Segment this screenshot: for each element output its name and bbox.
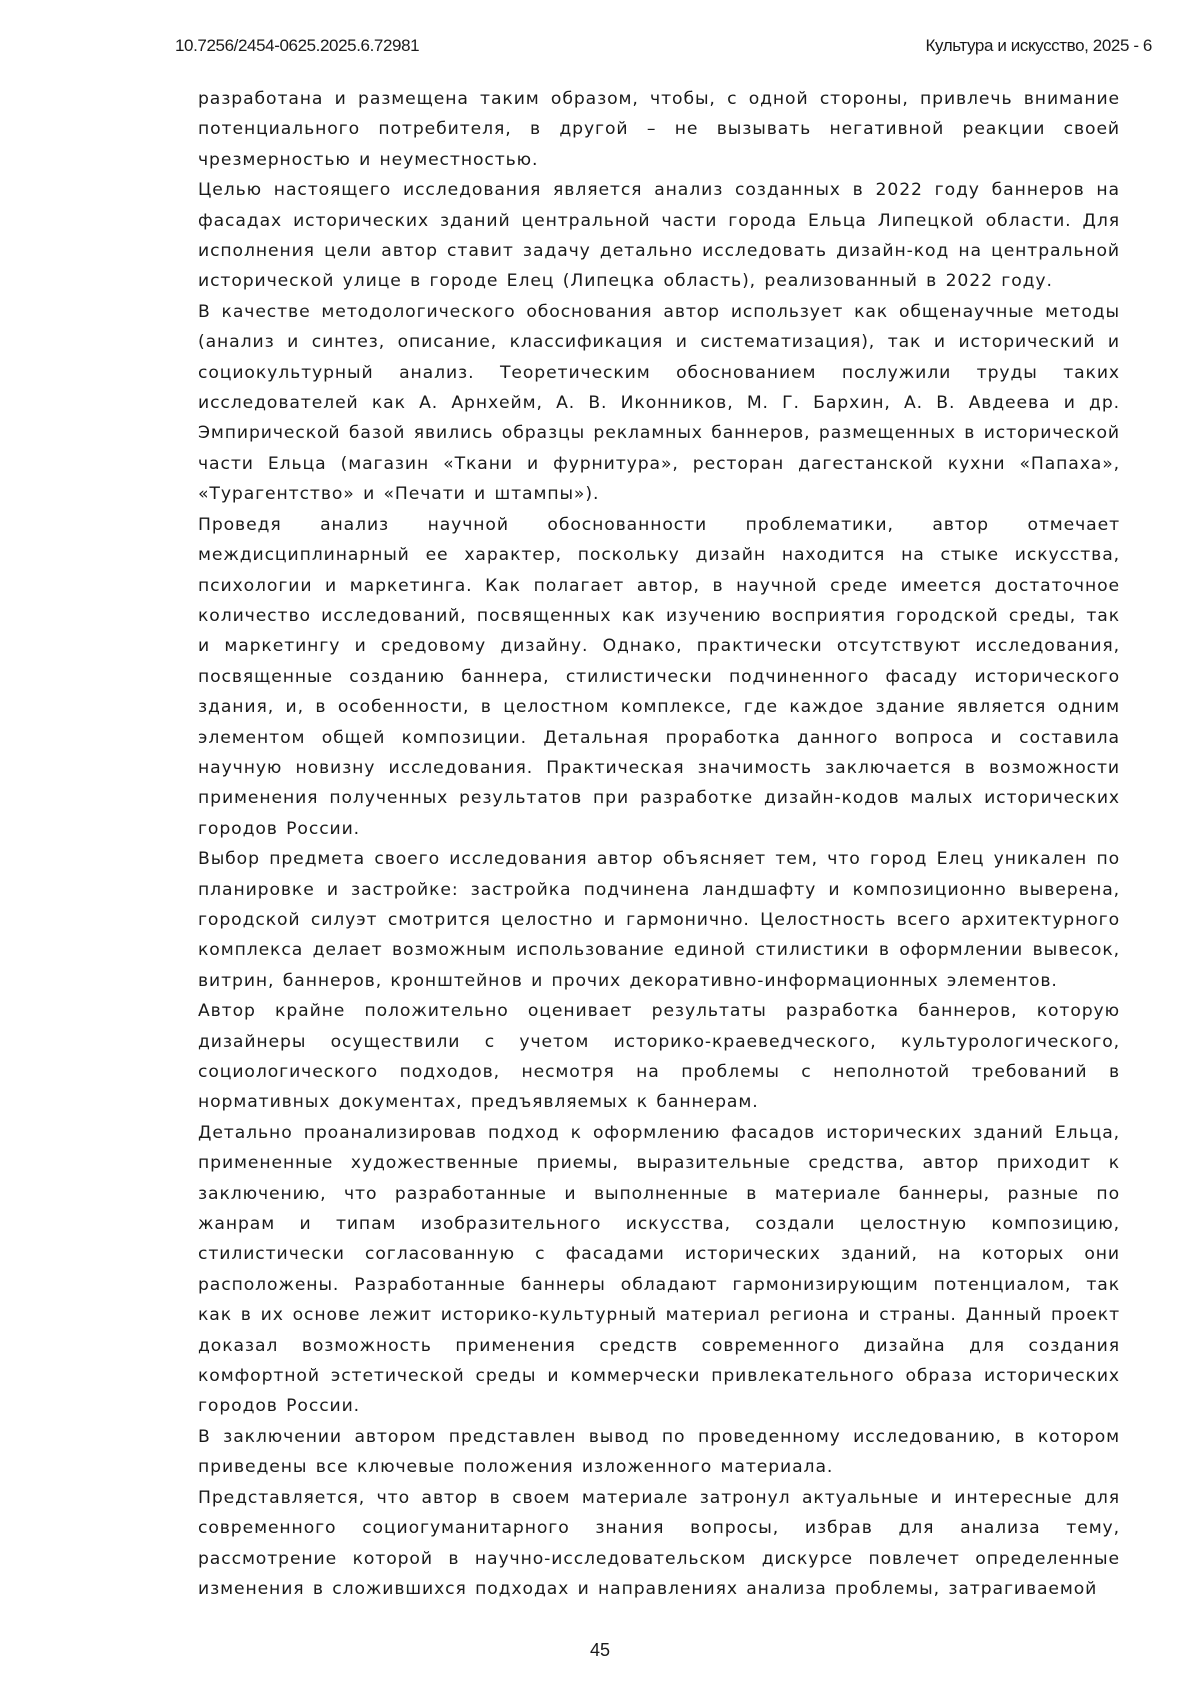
body-paragraph: В заключении автором представлен вывод по проведенному исследованию, в котором приведены все ключевые положения изложенного материала.	[198, 1426, 1120, 1478]
body-paragraph: Выбор предмета своего исследования автор объясняет тем, что город Елец уникален по планировке и застройке: застройка подчинена ландшафту и композиционно выверена, городской силуэт смотрится целостно и гармонично. Целостность всего архитектурного комплекса делает возможным использование единой стилистики в оформлении вывесок, витрин, баннеров, кронштейнов и прочих декоративно-информационных элементов.	[198, 849, 1120, 991]
body-paragraph: Автор крайне положительно оценивает результаты разработка баннеров, которую дизайнеры осуществили с учетом историко-краеведческого, культурологического, социологического подходов, несмотря на проблемы с неполнотой требований в нормативных документах, предъявляемых к баннерам.	[198, 1001, 1120, 1113]
body-paragraph: В качестве методологического обоснования автор использует как общенаучные методы (анализ и синтез, описание, классификация и систематизация), так и исторический и социокультурный анализ. Теоретическим обоснованием послужили труды таких исследователей как А. Арнхейм, А. В. Иконников, М. Г. Бархин, А. В. Авдеева и др. Эмпирической базой явились образцы рекламных баннеров, размещенных в исторической части Ельца (магазин «Ткани и фурнитура», ресторан дагестанской кухни «Папаха», «Турагентство» и «Печати и штампы»).	[198, 301, 1120, 505]
body-paragraph: Проведя анализ научной обоснованности проблематики, автор отмечает междисциплинарный ее характер, поскольку дизайн находится на стыке искусства, психологии и маркетинга. Как полагает автор, в научной среде имеется достаточное количество исследований, посвященных как изучению восприятия городской среды, так и маркетингу и средовому дизайну. Однако, практически отсутствуют исследования, посвященные созданию баннера, стилистически подчиненного фасаду исторического здания, и, в особенности, в целостном комплексе, где каждое здание является одним элементом общей композиции. Детальная проработка данного вопроса и составила научную новизну исследования. Практическая значимость заключается в возможности применения полученных результатов при разработке дизайн-кодов малых исторических городов России.	[198, 514, 1120, 839]
body-paragraph: разработана и размещена таким образом, чтобы, с одной стороны, привлечь внимание потенциального потребителя, в другой – не вызывать негативной реакции своей чрезмерностью и неуместностью.	[198, 89, 1120, 170]
page-number: 45	[589, 1640, 611, 1660]
article-body	[198, 84, 1120, 1604]
body-paragraph: Представляется, что автор в своем материале затронул актуальные и интересные для современного социогуманитарного знания вопросы, избрав для анализа тему, рассмотрение которой в научно-исследовательском дискурсе повлечет определенные изменения в сложившихся подходах и направлениях анализа проблемы, затрагиваемой	[198, 1487, 1120, 1599]
body-paragraph: Целью настоящего исследования является анализ созданных в 2022 году баннеров на фасадах исторических зданий центральной части города Ельца Липецкой области. Для исполнения цели автор ставит задачу детально исследовать дизайн-код на центральной исторической улице в городе Елец (Липецка область), реализованный в 2022 году.	[198, 180, 1120, 292]
journal-issue-label: Культура и искусство, 2025 - 6	[925, 36, 1152, 55]
running-header	[175, 36, 1152, 60]
doi-label: 10.7256/2454-0625.2025.6.72981	[175, 36, 420, 55]
body-paragraph: Детально проанализировав подход к оформлению фасадов исторических зданий Ельца, примененные художественные приемы, выразительные средства, автор приходит к заключению, что разработанные и выполненные в материале баннеры, разные по жанрам и типам изобразительного искусства, создали целостную композицию, стилистически согласованную с фасадами исторических зданий, на которых они расположены. Разработанные баннеры обладают гармонизирующим потенциалом, так как в их основе лежит историко-культурный материал региона и страны. Данный проект доказал возможность применения средств современного дизайна для создания комфортной эстетической среды и коммерчески привлекательного образа исторических городов России.	[198, 1122, 1120, 1417]
